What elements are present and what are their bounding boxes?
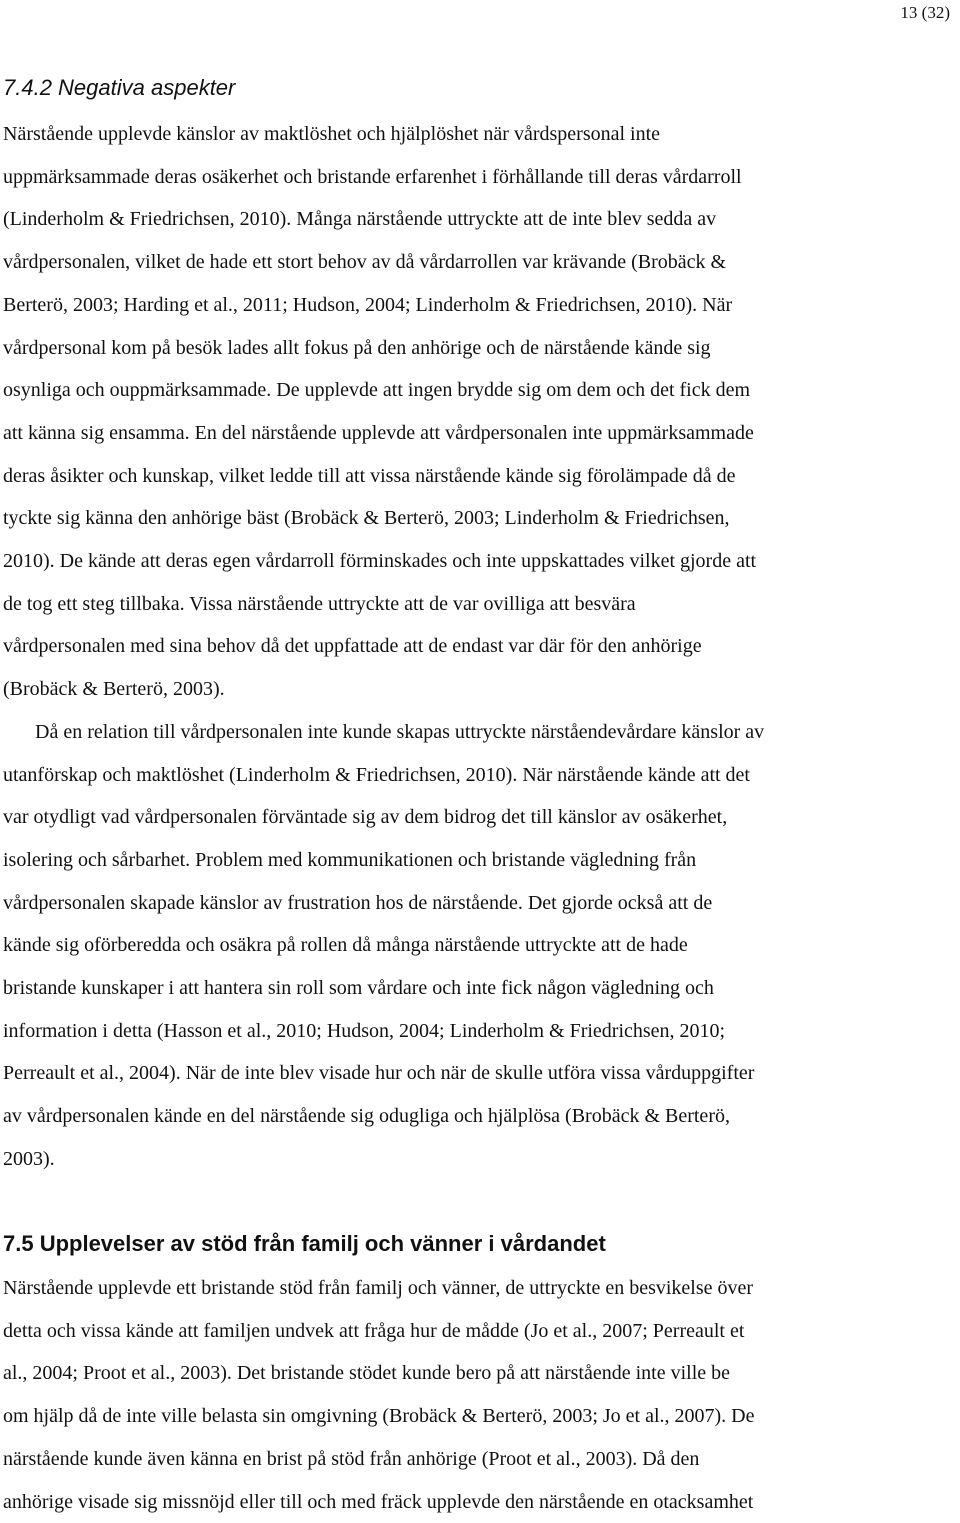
text-line: kände sig oförberedda och osäkra på rollen då många närstående uttryckte att de hade (3, 934, 688, 957)
text-line: utanförskap och maktlöshet (Linderholm & Friedrichsen, 2010). När närstående kände att det (3, 763, 750, 786)
section-heading-7-4-2: 7.4.2 Negativa aspekter (3, 75, 236, 100)
page-number: 13 (32) (900, 3, 950, 22)
text-line: isolering och sårbarhet. Problem med kommunikationen och bristande vägledning från (3, 848, 697, 871)
section-heading-7-5: 7.5 Upplevelser av stöd från familj och vänner i vårdandet (3, 1231, 606, 1256)
text-line: deras åsikter och kunskap, vilket ledde till att vissa närstående kände sig förolämpade då de (3, 464, 736, 487)
text-line: osynliga och ouppmärksammade. De upplevde att ingen brydde sig om dem och det fick dem (3, 379, 751, 402)
text-line: 2010). De kände att deras egen vårdarroll förminskades och inte uppskattades vilket gjorde att (3, 550, 757, 573)
text-line: Berterö, 2003; Harding et al., 2011; Hudson, 2004; Linderholm & Friedrichsen, 2010). När (3, 293, 733, 316)
text-line: vårdpersonalen, vilket de hade ett stort behov av då vårdarrollen var krävande (Brobäck & (3, 251, 727, 274)
text-line: (Brobäck & Berterö, 2003). (3, 678, 225, 701)
text-line: vårdpersonal kom på besök lades allt fokus på den anhörige och de närstående kände sig (3, 336, 711, 359)
text-line: närstående kunde även känna en brist på stöd från anhörige (Proot et al., 2003). Då den (3, 1447, 700, 1470)
text-line: Närstående upplevde ett bristande stöd från familj och vänner, de uttryckte en besvikelse över (3, 1277, 754, 1299)
text-line: bristande kunskaper i att hantera sin roll som vårdare och inte fick någon vägledning och (3, 977, 714, 1000)
text-line: anhörige visade sig missnöjd eller till och med fräck upplevde den närstående en otacksamhet (3, 1490, 754, 1513)
text-line-indented: Då en relation till vårdpersonalen inte kunde skapas uttryckte närståendevårdare känslor av (35, 720, 765, 743)
body-text-section-7-4-2 (3, 113, 938, 1181)
text-line: om hjälp då de inte ville belasta sin omgivning (Brobäck & Berterö, 2003; Jo et al., 2007). De (3, 1405, 755, 1428)
text-line: detta och vissa kände att familjen undvek att fråga hur de mådde (Jo et al., 2007; Perreault et (3, 1319, 745, 1342)
text-line: (Linderholm & Friedrichsen, 2010). Många närstående uttryckte att de inte blev sedda av (3, 208, 717, 231)
text-line: al., 2004; Proot et al., 2003). Det bristande stödet kunde bero på att närstående inte ville be (3, 1362, 731, 1385)
text-line: vårdpersonalen skapade känslor av frustration hos de närstående. Det gjorde också att de (3, 891, 713, 914)
text-line: 2003). (3, 1147, 55, 1170)
text-line: Perreault et al., 2004). När de inte blev visade hur och när de skulle utföra vissa vårduppgifter (3, 1062, 755, 1085)
text-line: information i detta (Hasson et al., 2010; Hudson, 2004; Linderholm & Friedrichsen, 2010; (3, 1019, 726, 1042)
text-line: att känna sig ensamma. En del närstående upplevde att vårdpersonalen inte uppmärksammade (3, 421, 754, 444)
text-line: var otydligt vad vårdpersonalen förväntade sig av dem bidrog det till känslor av osäkerhet, (3, 806, 728, 829)
body-text-section-7-5 (3, 1267, 938, 1523)
text-line: vårdpersonalen med sina behov då det uppfattade att de endast var där för den anhörige (3, 635, 702, 658)
text-line: av vårdpersonalen kände en del närstående sig odugliga och hjälplösa (Brobäck & Berterö, (3, 1105, 730, 1128)
text-line: uppmärksammade deras osäkerhet och bristande erfarenhet i förhållande till deras vårdarroll (3, 165, 742, 188)
text-line: de tog ett steg tillbaka. Vissa närstående uttryckte att de var ovilliga att besvära (3, 592, 636, 615)
text-line: tyckte sig känna den anhörige bäst (Brobäck & Berterö, 2003; Linderholm & Friedrichsen, (3, 507, 730, 530)
text-line: Närstående upplevde känslor av maktlöshet och hjälplöshet när vårdspersonal inte (3, 123, 661, 145)
